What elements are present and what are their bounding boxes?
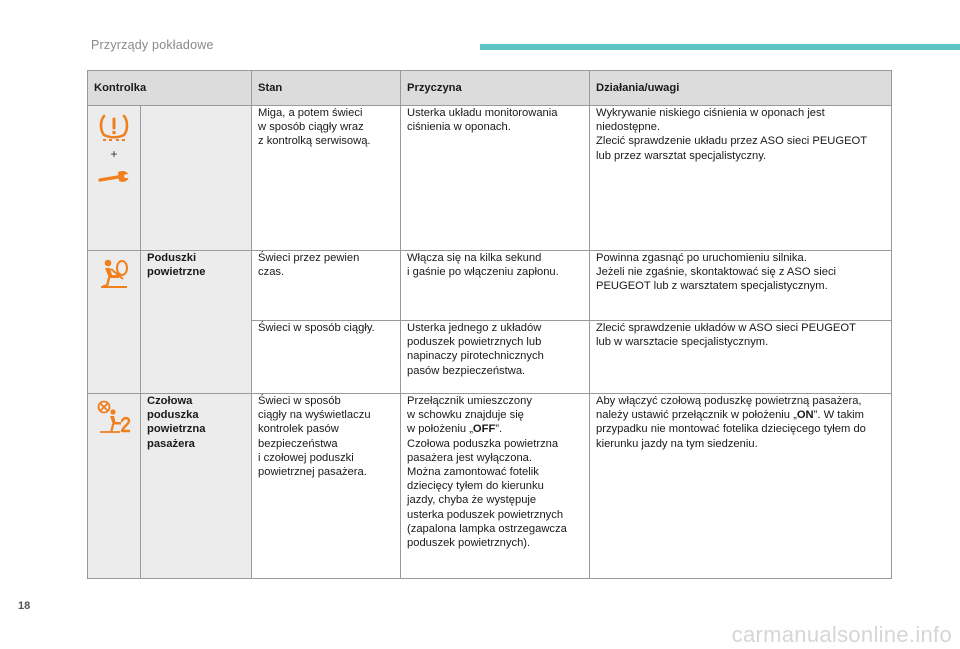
column-header-stan: Stan — [252, 71, 401, 106]
switch-position-off: OFF — [472, 423, 496, 436]
column-header-przyczyna: Przyczyna — [401, 71, 590, 106]
plus-sign: + — [110, 147, 118, 161]
stan-cell: Miga, a potem świeci w sposób ciągły wraz z kontrolką serwisową. — [252, 106, 401, 251]
table-row — [88, 394, 892, 579]
row-name-cell — [141, 106, 252, 251]
wrench-service-icon — [97, 167, 131, 187]
dzialania-text-post: ”. W takim przypadku nie montować fotelika dziecięcego tyłem do kierunku jazdy na tym siedzeniu. — [596, 409, 866, 450]
table-row — [88, 251, 892, 321]
dzialania-text-pre: Aby włączyć czołową poduszkę powietrzną pasażera, należy ustawić przełącznik w położeniu „ — [596, 395, 862, 422]
column-header-dzialania: Działania/uwagi — [590, 71, 892, 106]
przyczyna-cell: Usterka jednego z układów poduszek powietrznych lub napinaczy pirotechnicznych pasów bezpieczeństwa. — [401, 321, 590, 394]
warning-lights-table — [87, 70, 892, 579]
stan-cell: Świeci przez pewien czas. — [252, 251, 401, 321]
dzialania-cell: Wykrywanie niskiego ciśnienia w oponach jest niedostępne. Zlecić sprawdzenie układu przez ASO sieci PEUGEOT lub przez warsztat specjalistyczny. — [590, 106, 892, 251]
section-accent-bar — [480, 44, 960, 50]
watermark: carmanualsonline.info — [731, 622, 952, 647]
przyczyna-text-pre: Przełącznik umieszczony w schowku znajduje się w położeniu „ — [407, 395, 532, 436]
stan-cell: Świeci w sposób ciągły na wyświetlaczu kontrolek pasów bezpieczeństwa i czołowej poduszki powietrznej pasażera. — [252, 394, 401, 579]
tyre-pressure-warning-icon — [97, 113, 131, 143]
icon-cell — [88, 106, 141, 251]
stan-cell: Świeci w sposób ciągły. — [252, 321, 401, 394]
przyczyna-cell: Włącza się na kilka sekund i gaśnie po włączeniu zapłonu. — [401, 251, 590, 321]
dzialania-cell: Zlecić sprawdzenie układów w ASO sieci PEUGEOT lub w warsztacie specjalistycznym. — [590, 321, 892, 394]
page-number: 18 — [18, 600, 31, 612]
dzialania-cell — [590, 394, 892, 579]
przyczyna-cell — [401, 394, 590, 579]
passenger-airbag-off-icon — [96, 400, 132, 434]
airbag-icon — [97, 257, 131, 289]
switch-position-on: ON — [796, 409, 814, 422]
section-title: Przyrządy pokładowe — [91, 38, 214, 52]
icon-cell — [88, 251, 141, 394]
row-name-cell: Poduszki powietrzne — [141, 251, 252, 394]
przyczyna-text-post: ”. Czołowa poduszka powietrzna pasażera jest wyłączona. Można zamontować fotelik dziecięcy tyłem do kierunku jazdy, chyba że występuje usterka poduszek powietrznych (zapalona lampka ostrzegawcza poduszek powietrznych). — [407, 423, 567, 550]
table-row — [88, 106, 892, 251]
przyczyna-cell: Usterka układu monitorowania ciśnienia w oponach. — [401, 106, 590, 251]
row-name-cell: Czołowa poduszka powietrzna pasażera — [141, 394, 252, 579]
dzialania-cell: Powinna zgasnąć po uruchomieniu silnika. Jeżeli nie zgaśnie, skontaktować się z ASO sieci PEUGEOT lub z warsztatem specjalistycznym. — [590, 251, 892, 321]
table-header-row — [88, 71, 892, 106]
column-header-kontrolka: Kontrolka — [88, 71, 252, 106]
icon-cell — [88, 394, 141, 579]
